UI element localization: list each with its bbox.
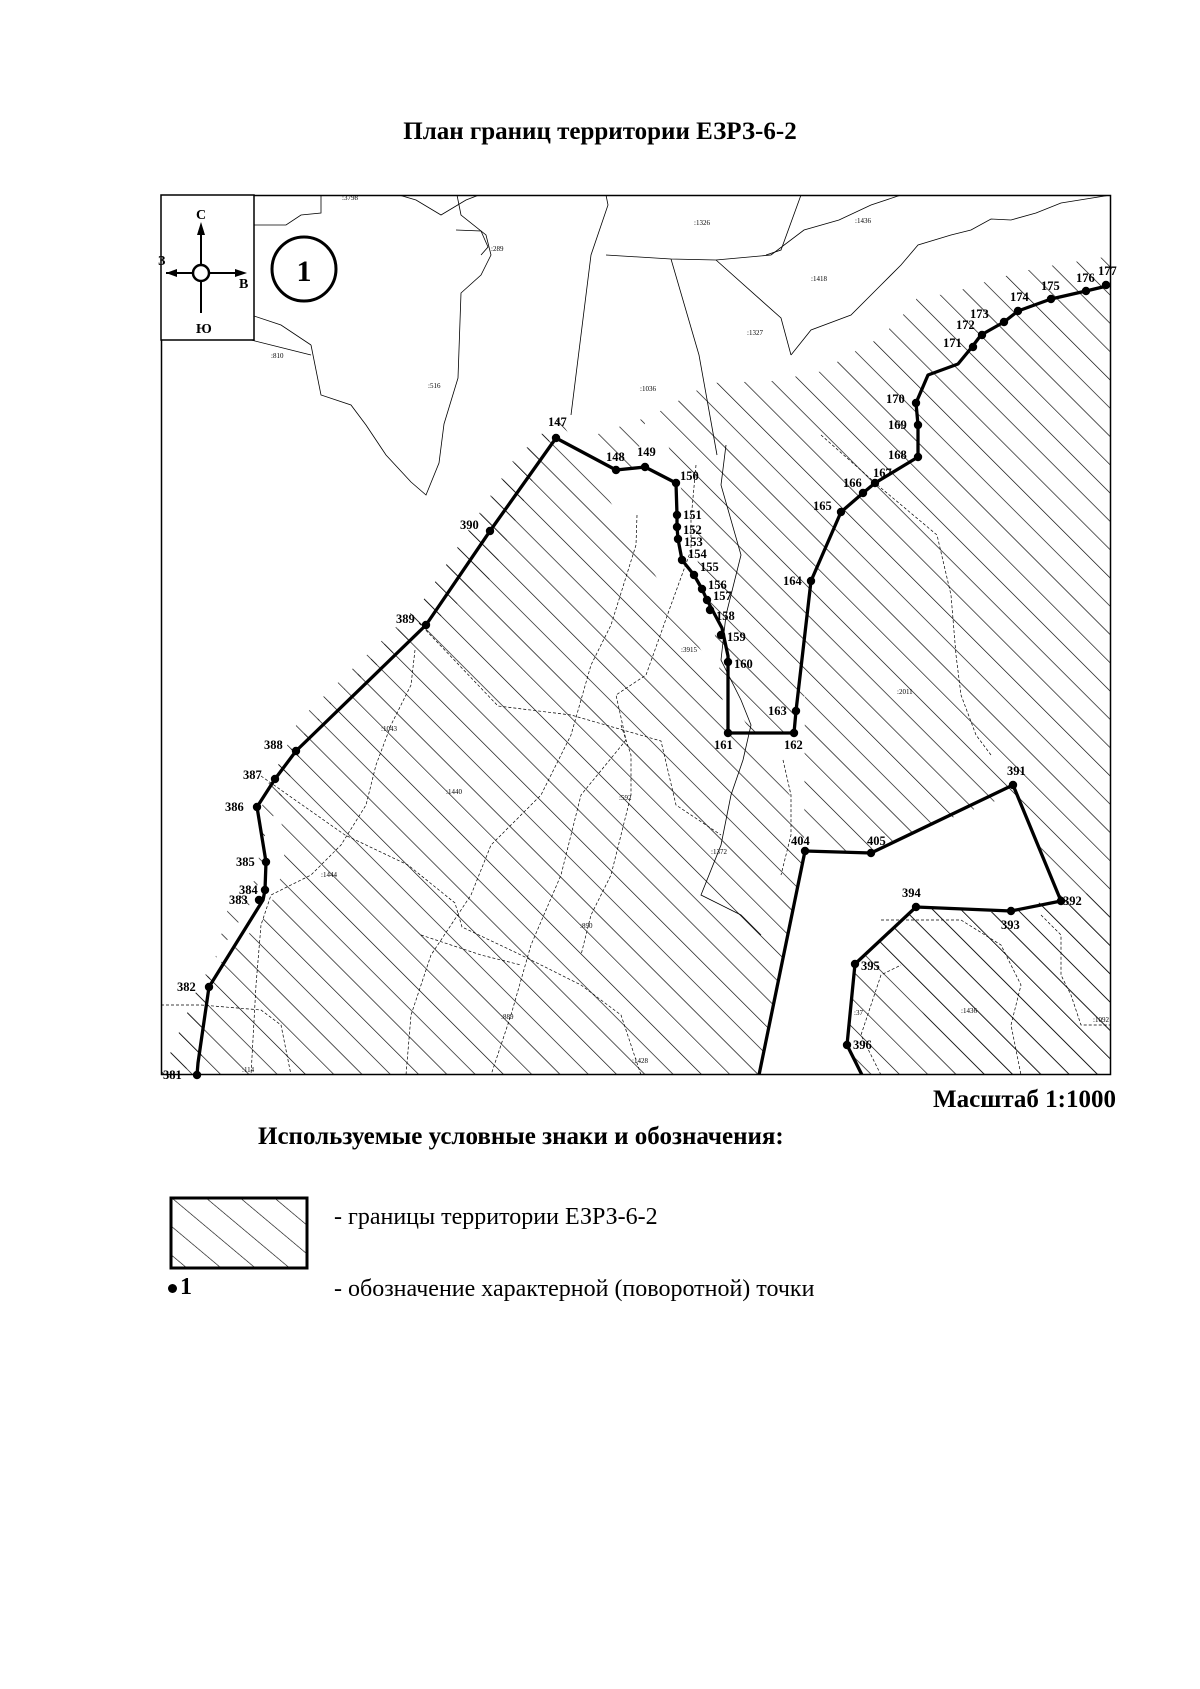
boundary-point-151 <box>673 511 681 519</box>
boundary-point-label: 382 <box>177 980 196 994</box>
parcel-number: :592 <box>619 794 632 802</box>
boundary-point-label: 173 <box>970 307 989 321</box>
boundary-point-394 <box>912 903 920 911</box>
boundary-point-382 <box>205 983 213 991</box>
parcel-number: :3915 <box>681 646 697 654</box>
boundary-point-389 <box>422 621 430 629</box>
boundary-point-404 <box>801 847 809 855</box>
boundary-point-label: 153 <box>684 535 703 549</box>
boundary-point-label: 162 <box>784 738 803 752</box>
parcel-number: :114 <box>242 1066 255 1074</box>
boundary-point-label: 157 <box>713 589 732 603</box>
boundary-point-165 <box>837 508 845 516</box>
parcel-number: :516 <box>428 382 441 390</box>
boundary-point-label: 158 <box>716 609 735 623</box>
boundary-point-396 <box>843 1041 851 1049</box>
parcel-number: :1418 <box>811 275 827 283</box>
boundary-point-171 <box>969 343 977 351</box>
boundary-point-164 <box>807 577 815 585</box>
parcel-number: :1436 <box>961 1007 977 1015</box>
boundary-point-159 <box>717 631 725 639</box>
boundary-point-176 <box>1082 287 1090 295</box>
boundary-point-149 <box>641 463 649 471</box>
boundary-point-173 <box>1000 318 1008 326</box>
boundary-point-label: 156 <box>708 578 727 592</box>
point-marker-icon: 1 <box>168 1274 192 1301</box>
boundary-point-153 <box>674 535 682 543</box>
boundary-point-154 <box>678 556 686 564</box>
boundary-point-label: 393 <box>1001 918 1020 932</box>
parcel-number: :37 <box>854 1009 863 1017</box>
boundary-map <box>158 194 1117 1082</box>
boundary-point-405 <box>867 849 875 857</box>
boundary-point-label: 384 <box>239 883 258 897</box>
boundary-point-label: 152 <box>683 523 702 537</box>
boundary-point-label: 151 <box>683 508 702 522</box>
compass-west: З <box>158 254 166 269</box>
boundary-point-160 <box>724 658 732 666</box>
boundary-point-label: 390 <box>460 518 479 532</box>
compass-south: Ю <box>196 322 212 337</box>
boundary-point-383 <box>255 896 263 904</box>
boundary-point-label: 394 <box>902 886 921 900</box>
parcel-number: :289 <box>491 245 504 253</box>
boundary-point-156 <box>698 585 706 593</box>
boundary-point-152 <box>673 523 681 531</box>
boundary-point-label: 147 <box>548 415 567 429</box>
boundary-point-label: 166 <box>843 476 862 490</box>
parcel-number: :1428 <box>632 1057 648 1065</box>
compass-north: С <box>196 208 207 223</box>
boundary-point-169 <box>914 421 922 429</box>
compass-east: В <box>239 277 249 292</box>
boundary-point-label: 388 <box>264 738 283 752</box>
boundary-point-162 <box>790 729 798 737</box>
parcel-number: :1444 <box>321 871 337 879</box>
boundary-point-label: 171 <box>943 336 962 350</box>
map-scale: Масштаб 1:1000 <box>933 1086 1116 1113</box>
boundary-point-170 <box>912 399 920 407</box>
boundary-point-label: 174 <box>1010 290 1029 304</box>
boundary-point-label: 381 <box>163 1068 182 1082</box>
boundary-point-label: 164 <box>783 574 802 588</box>
boundary-point-label: 175 <box>1041 279 1060 293</box>
boundary-point-386 <box>253 803 261 811</box>
boundary-point-177 <box>1102 281 1110 289</box>
parcel-number: :1326 <box>694 219 710 227</box>
boundary-point-163 <box>792 707 800 715</box>
boundary-point-175 <box>1047 295 1055 303</box>
boundary-point-147 <box>552 434 560 442</box>
compass-rose-icon <box>158 195 254 340</box>
boundary-point-label: 392 <box>1063 894 1082 908</box>
boundary-point-label: 160 <box>734 657 753 671</box>
parcel-number: :1043 <box>381 725 397 733</box>
parcel-number: :810 <box>271 352 284 360</box>
parcel-number: :1036 <box>640 385 656 393</box>
svg-text:1: 1 <box>296 255 312 288</box>
parcel-number: :3798 <box>342 194 358 202</box>
boundary-point-label: 387 <box>243 768 262 782</box>
boundary-point-label: 155 <box>700 560 719 574</box>
boundary-point-label: 165 <box>813 499 832 513</box>
parcel-number: :2011 <box>897 688 913 696</box>
boundary-point-387 <box>271 775 279 783</box>
parcel-number: :889 <box>501 1013 514 1021</box>
boundary-point-167 <box>871 479 879 487</box>
boundary-point-label: 149 <box>637 445 656 459</box>
boundary-point-155 <box>690 571 698 579</box>
boundary-point-label: 170 <box>886 392 905 406</box>
hatched-area-icon <box>169 1196 309 1270</box>
boundary-point-label: 385 <box>236 855 255 869</box>
boundary-point-label: 163 <box>768 704 787 718</box>
parcel-number: :1092 <box>1093 1016 1109 1024</box>
boundary-point-label: 177 <box>1098 264 1117 278</box>
map-title: План границ территории ЕЗРЗ-6-2 <box>403 118 797 145</box>
parcel-number: :1440 <box>446 788 462 796</box>
parcel-number: :1436 <box>855 217 871 225</box>
legend-item-point: - обозначение характерной (поворотной) точки <box>334 1276 815 1302</box>
parcel-number: :1372 <box>711 848 727 856</box>
boundary-point-388 <box>292 747 300 755</box>
boundary-point-157 <box>703 596 711 604</box>
boundary-point-label: 159 <box>727 630 746 644</box>
boundary-point-label: 154 <box>688 547 707 561</box>
zone-marker <box>272 237 336 301</box>
boundary-point-label: 395 <box>861 959 880 973</box>
boundary-point-label: 383 <box>229 893 248 907</box>
boundary-point-174 <box>1014 307 1022 315</box>
boundary-point-label: 148 <box>606 450 625 464</box>
boundary-point-150 <box>672 479 680 487</box>
boundary-point-label: 389 <box>396 612 415 626</box>
boundary-point-161 <box>724 729 732 737</box>
boundary-point-label: 404 <box>791 834 810 848</box>
boundary-point-158 <box>706 606 714 614</box>
legend-item-territory: - границы территории ЕЗРЗ-6-2 <box>334 1204 658 1230</box>
boundary-point-label: 161 <box>714 738 733 752</box>
boundary-point-label: 391 <box>1007 764 1026 778</box>
boundary-point-385 <box>262 858 270 866</box>
boundary-point-393 <box>1007 907 1015 915</box>
parcel-number: :1327 <box>747 329 763 337</box>
boundary-point-label: 167 <box>873 466 892 480</box>
boundary-point-391 <box>1009 781 1017 789</box>
boundary-point-172 <box>978 331 986 339</box>
boundary-point-168 <box>914 453 922 461</box>
parcel-number: :890 <box>580 922 593 930</box>
boundary-point-381 <box>193 1071 201 1079</box>
boundary-point-label: 172 <box>956 318 975 332</box>
boundary-point-148 <box>612 466 620 474</box>
boundary-point-395 <box>851 960 859 968</box>
boundary-point-384 <box>261 886 269 894</box>
boundary-point-label: 168 <box>888 448 907 462</box>
boundary-point-label: 396 <box>853 1038 872 1052</box>
boundary-point-166 <box>859 489 867 497</box>
boundary-point-390 <box>486 527 494 535</box>
legend-title: Используемые условные знаки и обозначения: <box>258 1123 784 1150</box>
boundary-point-label: 169 <box>888 418 907 432</box>
boundary-point-label: 405 <box>867 834 886 848</box>
boundary-point-label: 176 <box>1076 271 1095 285</box>
boundary-point-label: 150 <box>680 469 699 483</box>
boundary-point-label: 386 <box>225 800 244 814</box>
